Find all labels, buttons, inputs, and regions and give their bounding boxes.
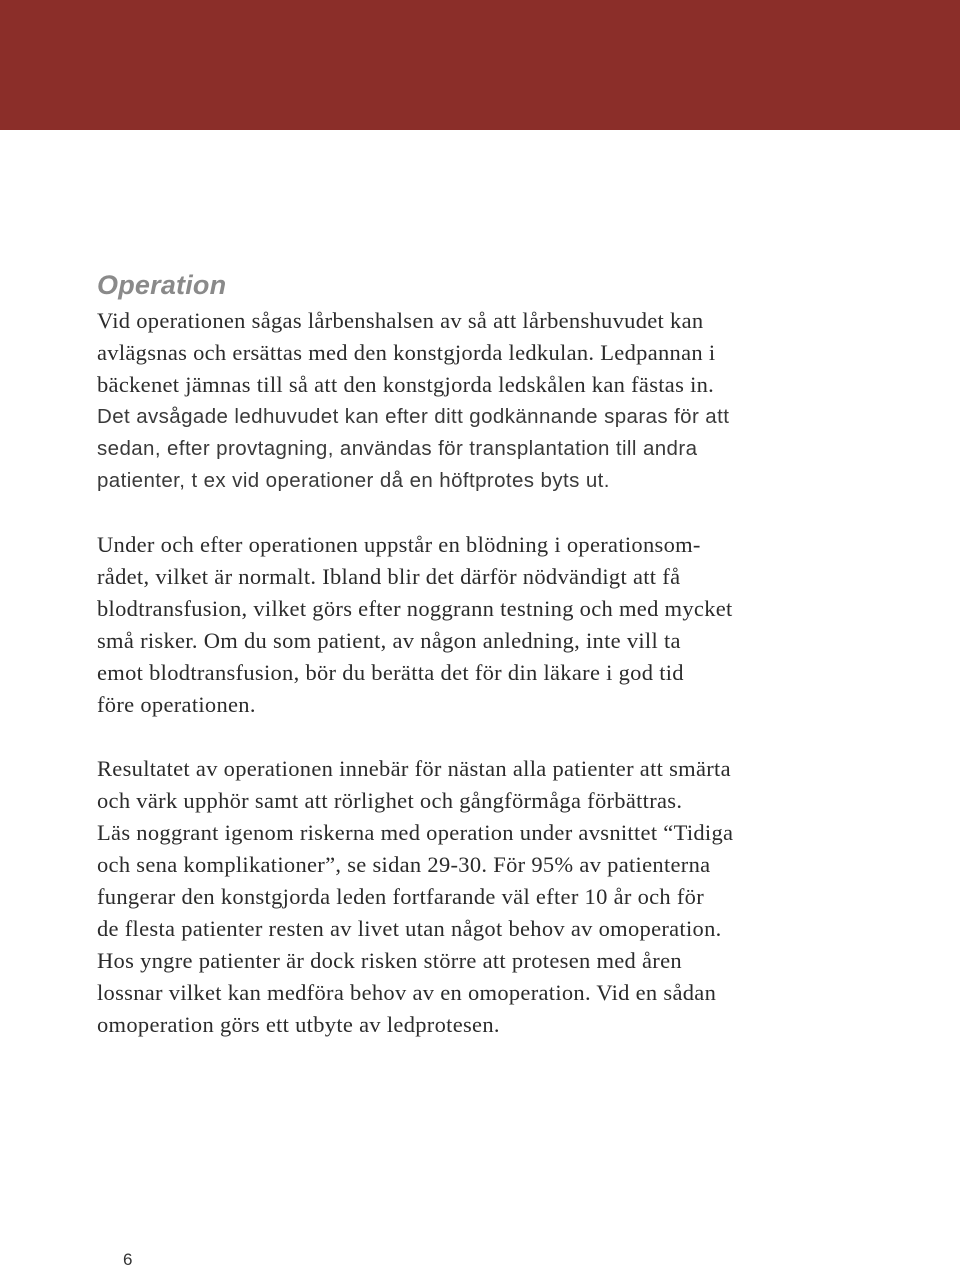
paragraph-bone-donation bbox=[97, 401, 817, 497]
page-number: 6 bbox=[123, 1250, 133, 1269]
text-line: Det avsågade ledhuvudet kan efter ditt godkännande sparas för att bbox=[97, 405, 730, 428]
text-line: rådet, vilket är normalt. Ibland blir det därför nödvändigt att få bbox=[97, 564, 681, 589]
text-line: och sena komplikationer”, se sidan 29-30. För 95% av patienterna bbox=[97, 852, 711, 877]
header-color-band bbox=[0, 0, 960, 130]
text-line: omoperation görs ett utbyte av ledprotesen. bbox=[97, 1012, 500, 1037]
paragraph-surgery-description bbox=[97, 305, 817, 401]
paragraph-bleeding bbox=[97, 529, 817, 721]
text-line: lossnar vilket kan medföra behov av en omoperation. Vid en sådan bbox=[97, 980, 717, 1005]
text-line: Under och efter operationen uppstår en blödning i operationsom- bbox=[97, 532, 701, 557]
page-content bbox=[97, 266, 817, 1041]
text-line: sedan, efter provtagning, användas för transplantation till andra bbox=[97, 437, 698, 460]
text-line: fungerar den konstgjorda leden fortfarande väl efter 10 år och för bbox=[97, 884, 705, 909]
paragraph-spacer bbox=[97, 497, 817, 529]
text-line: och värk upphör samt att rörlighet och gångförmåga förbättras. bbox=[97, 788, 683, 813]
text-line: före operationen. bbox=[97, 692, 256, 717]
text-line: patienter, t ex vid operationer då en höftprotes byts ut. bbox=[97, 469, 610, 492]
text-line: avlägsnas och ersättas med den konstgjorda ledkulan. Ledpannan i bbox=[97, 340, 716, 365]
text-line: Läs noggrant igenom riskerna med operation under avsnittet “Tidiga bbox=[97, 820, 734, 845]
text-line: Vid operationen sågas lårbenshalsen av så att lårbenshuvudet kan bbox=[97, 308, 704, 333]
section-heading: Operation bbox=[97, 270, 227, 300]
text-line: de flesta patienter resten av livet utan något behov av omoperation. bbox=[97, 916, 722, 941]
text-line: blodtransfusion, vilket görs efter noggrann testning och med mycket bbox=[97, 596, 733, 621]
paragraph-results bbox=[97, 753, 817, 1041]
text-line: bäckenet jämnas till så att den konstgjorda ledskålen kan fästas in. bbox=[97, 372, 715, 397]
text-line: Hos yngre patienter är dock risken större att protesen med åren bbox=[97, 948, 682, 973]
text-line: små risker. Om du som patient, av någon anledning, inte vill ta bbox=[97, 628, 681, 653]
text-line: emot blodtransfusion, bör du berätta det för din läkare i god tid bbox=[97, 660, 684, 685]
paragraph-spacer bbox=[97, 721, 817, 753]
text-line: Resultatet av operationen innebär för nästan alla patienter att smärta bbox=[97, 756, 731, 781]
